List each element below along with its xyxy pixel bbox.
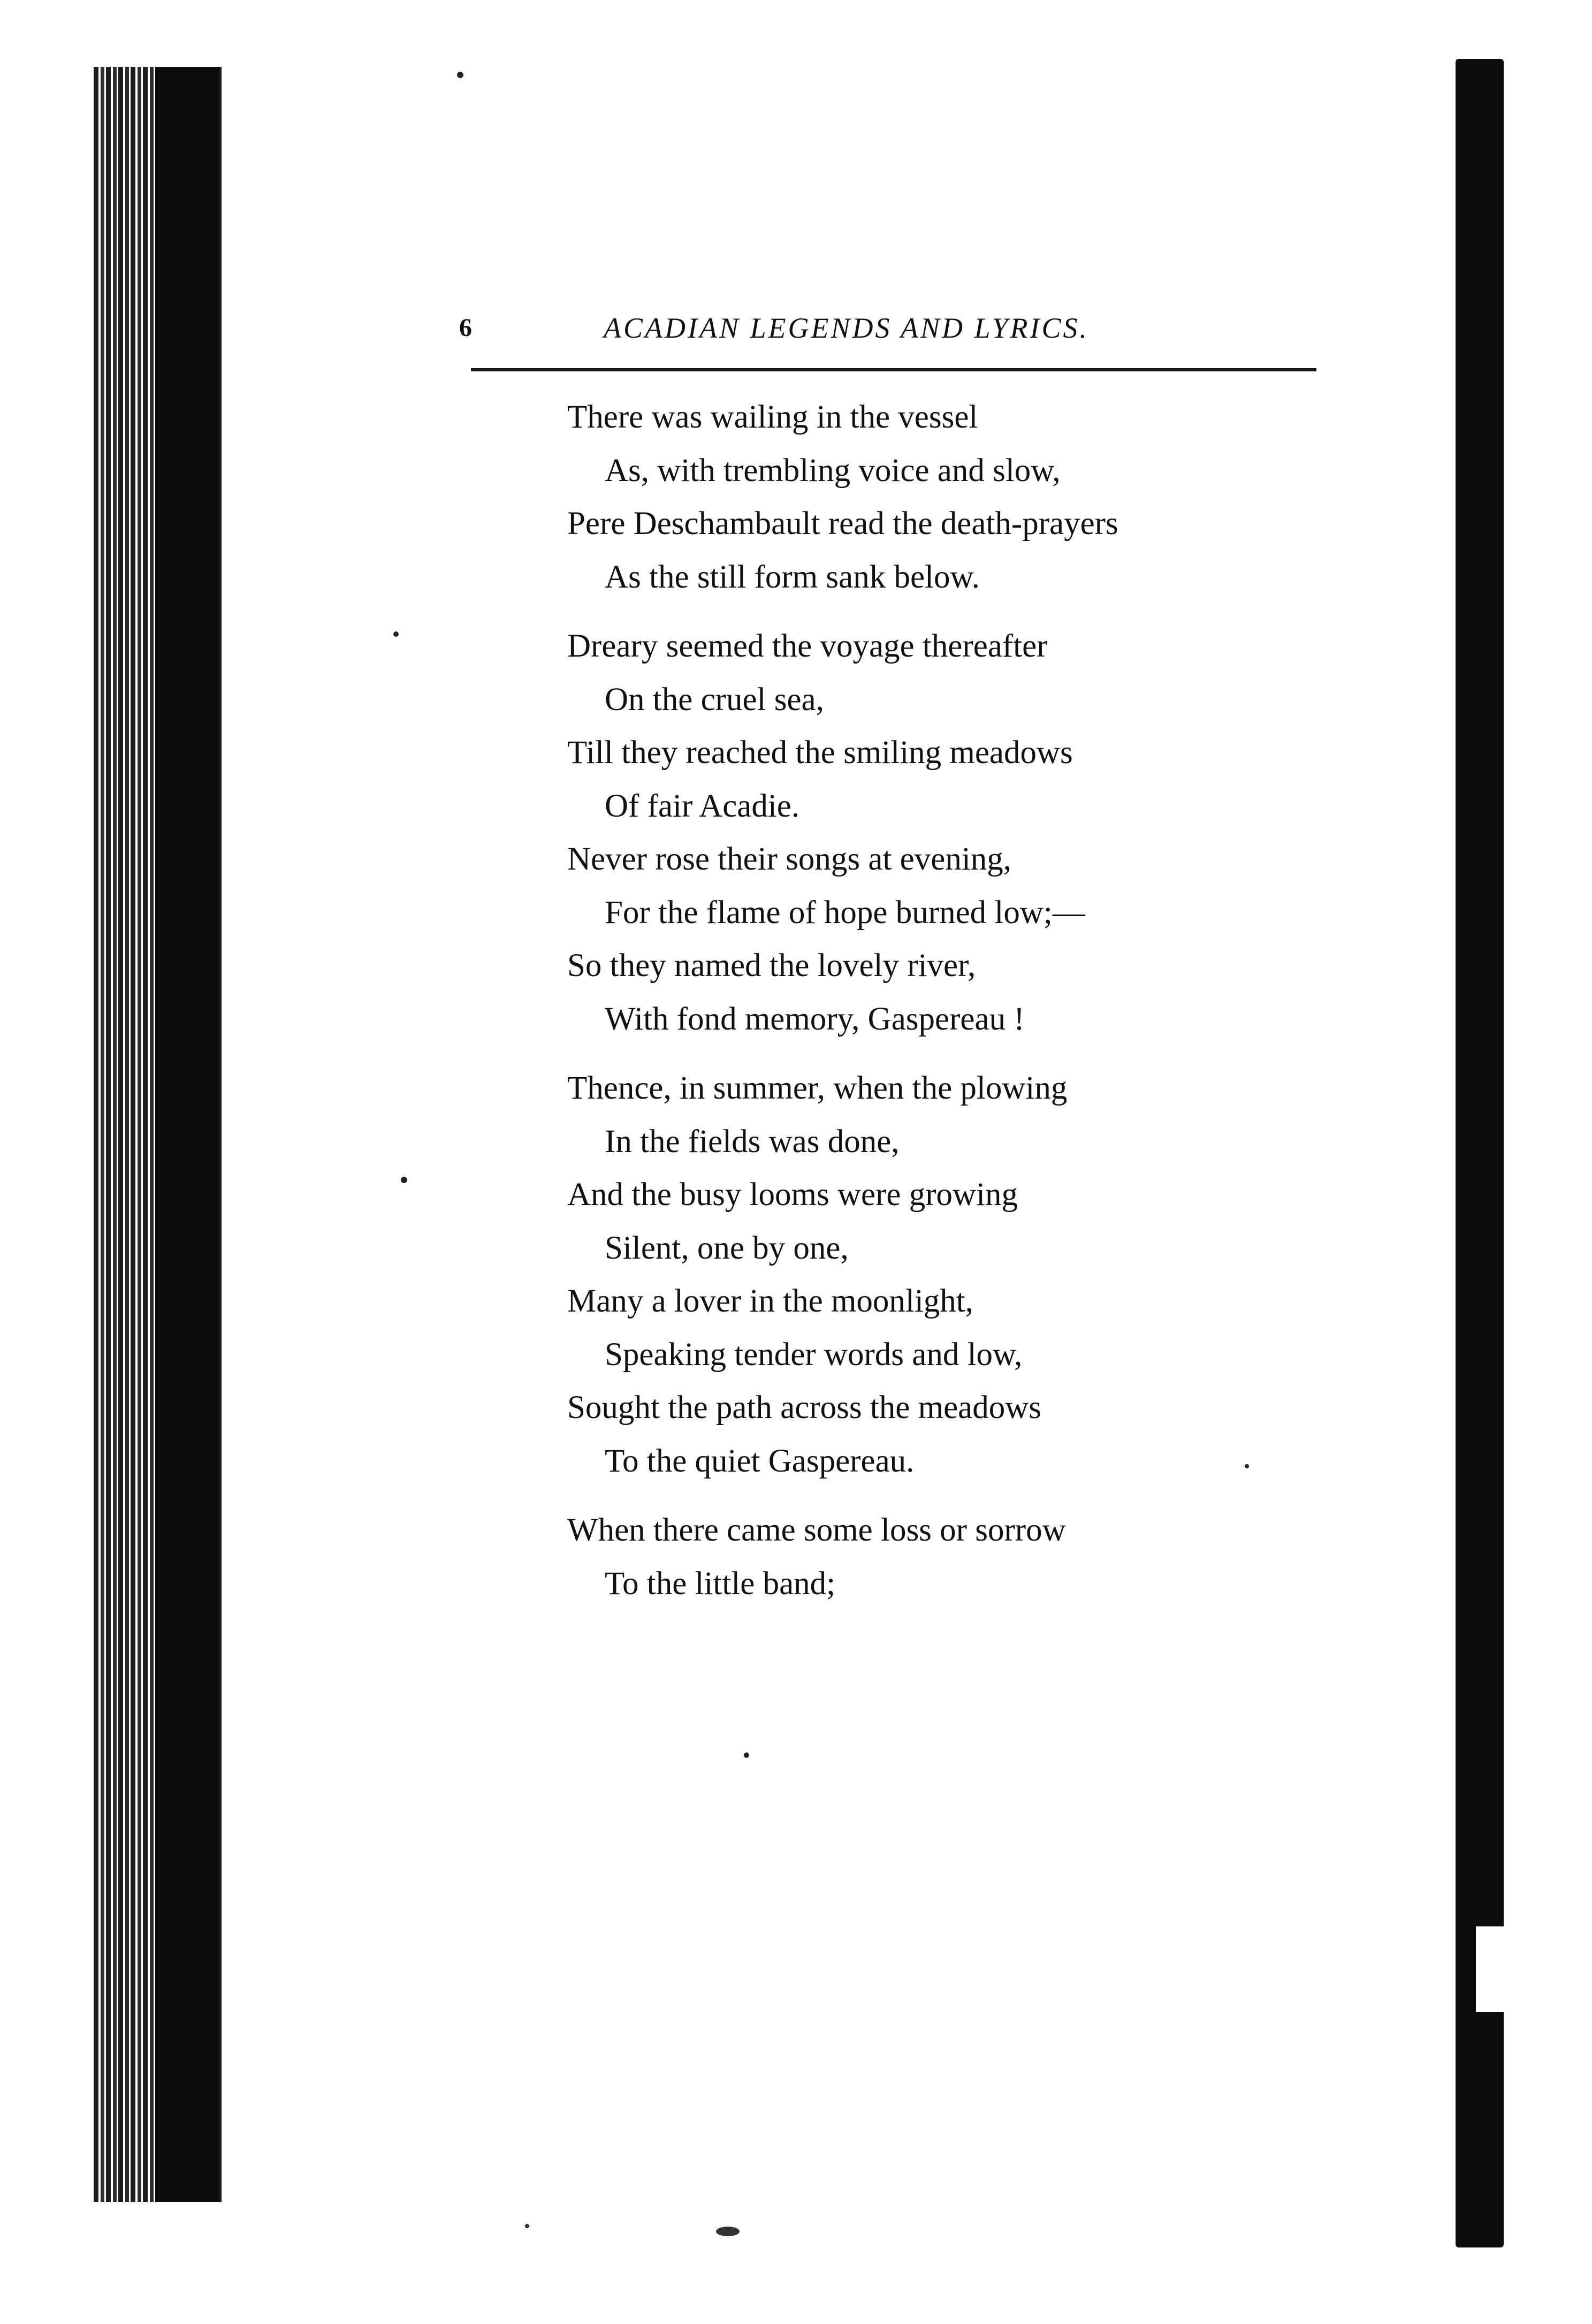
poem-line: Speaking tender words and low, [605, 1336, 1023, 1373]
poem-line: And the busy looms were growing [567, 1177, 1018, 1213]
poem-line: Pere Deschambault read the death-prayers [567, 506, 1118, 542]
poem-line: So they named the lovely river, [567, 948, 976, 984]
poem-line: Never rose their songs at evening, [567, 841, 1012, 877]
poem-line: When there came some loss or sorrow [567, 1512, 1066, 1548]
poem-line: In the fields was done, [605, 1123, 900, 1160]
poem-line: To the little band; [605, 1565, 836, 1602]
poem-line: There was wailing in the vessel [567, 399, 978, 435]
page-number: 6 [459, 314, 472, 342]
poem-line: As the still form sank below. [605, 559, 980, 595]
poem-line: Sought the path across the meadows [567, 1390, 1042, 1426]
running-title: ACADIAN LEGENDS AND LYRICS. [604, 312, 1089, 344]
poem-line: With fond memory, Gaspereau ! [605, 1001, 1025, 1037]
poem-line: Dreary seemed the voyage thereafter [567, 628, 1048, 664]
poem-line: As, with trembling voice and slow, [605, 452, 1061, 489]
poem-line: Till they reached the smiling meadows [567, 735, 1073, 771]
poem-line: Many a lover in the moonlight, [567, 1283, 973, 1319]
poem-line: Thence, in summer, when the plowing [567, 1070, 1068, 1106]
poem-line: On the cruel sea, [605, 681, 824, 718]
poem-line: For the flame of hope burned low;— [605, 894, 1085, 931]
poem-line: Of fair Acadie. [605, 788, 800, 824]
poem-line: To the quiet Gaspereau. [605, 1443, 915, 1479]
poem-line: Silent, one by one, [605, 1230, 849, 1266]
